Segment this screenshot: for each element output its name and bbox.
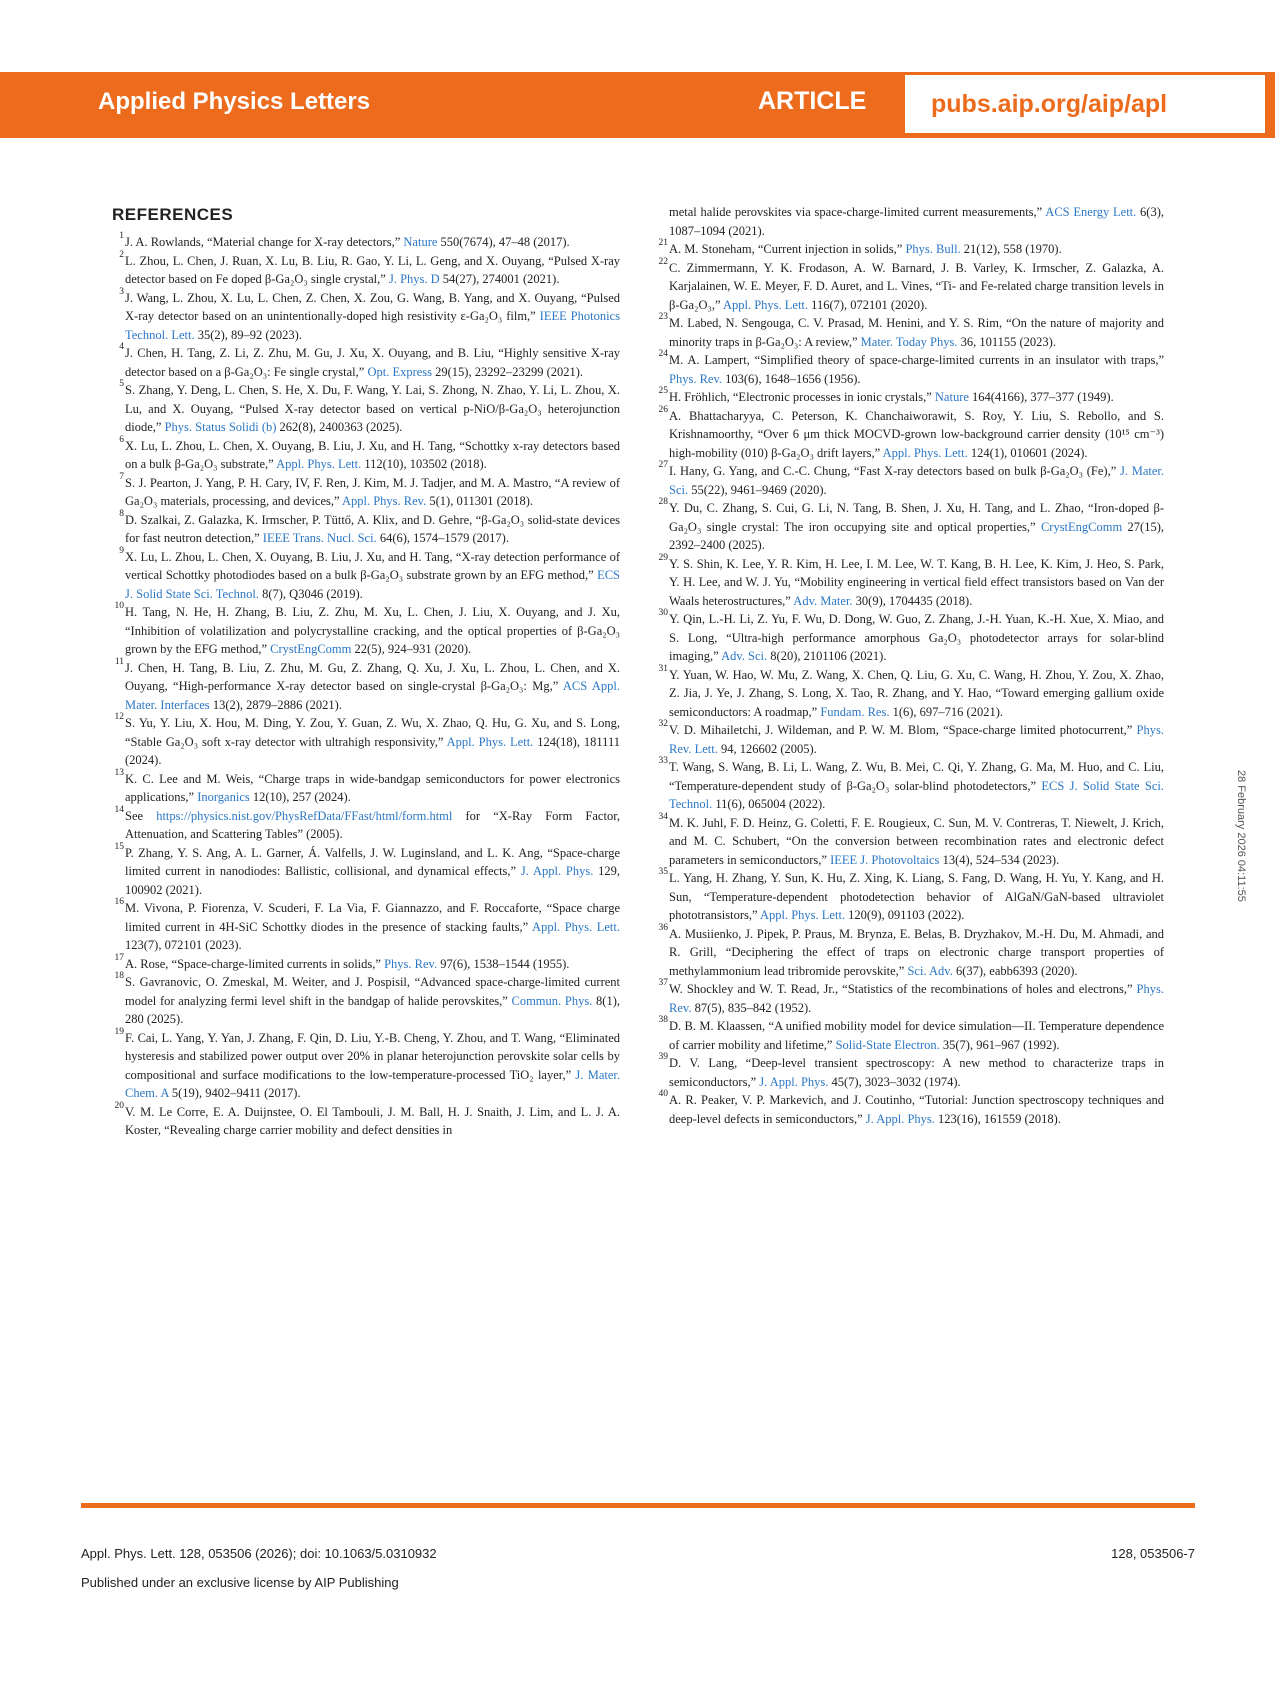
reference-journal-link[interactable]: Phys. Bull. <box>905 242 961 256</box>
reference-item <box>656 240 1164 259</box>
reference-number: 22 <box>658 256 668 267</box>
reference-number: 40 <box>658 1089 668 1099</box>
reference-journal-link[interactable]: IEEE J. Photovoltaics <box>830 852 940 867</box>
reference-number: 27 <box>658 460 668 470</box>
reference-number: 9 <box>119 545 124 556</box>
reference-number: 34 <box>658 811 668 822</box>
reference-journal-link[interactable]: Appl. Phys. Rev. <box>341 494 427 508</box>
reference-text: 124(18), 181111 (2024). <box>125 734 620 767</box>
reference-text: J. A. Rowlands, “Material change for X-ray detectors,” <box>125 235 404 249</box>
reference-text: metal halide perovskites via space-charge-limited current measurements,” <box>669 205 1046 219</box>
footer-citation: Appl. Phys. Lett. 128, 053506 (2026); doi: 10.1063/5.0310932 <box>81 1546 437 1561</box>
reference-text: P. Zhang, Y. S. Ang, A. L. Garner, Á. Valfells, J. W. Luginsland, and L. K. Ang, “Space-charge limited current in nanodiodes: Ballistic, collisional, and dynamical effects,” <box>125 845 620 878</box>
reference-text: 124(1), 010601 (2024). <box>967 445 1088 460</box>
reference-journal-link[interactable]: Appl. Phys. Lett. <box>276 457 362 471</box>
reference-journal-link[interactable]: J. Phys. D <box>388 272 440 286</box>
reference-item <box>112 767 620 807</box>
reference-text: 27(15), 2392–2400 (2025). <box>669 519 1164 552</box>
reference-journal-link[interactable]: IEEE Photonics Technol. Lett. <box>125 309 620 342</box>
reference-text: F. Cai, L. Yang, Y. Yan, J. Zhang, F. Qin, D. Liu, Y.-B. Cheng, Y. Zhou, and T. Wang, “Eliminated hysteresis and stabilized power output over 20% in planar heterojunction perovskite solar cells by compositional and surface modifications to the low-temperature-processed TiO₂ layer,” <box>125 1030 620 1082</box>
reference-number: 29 <box>658 552 668 563</box>
reference-text: A. Bhattacharyya, C. Peterson, K. Chanchaiworawit, S. Roy, Y. Liu, S. Rebollo, and S. Krishnamoorthy, “Over 6 μm thick MOCVD-grown low-background carrier density (10¹⁵ cm⁻³) high-mobility (010) β-Ga₂O₃ drift layers,” <box>669 408 1164 460</box>
reference-text: L. Yang, H. Zhang, Y. Sun, K. Hu, Z. Xing, K. Liang, S. Fang, D. Wang, H. Yu, Y. Kang, and H. Sun, “Temperature-dependent photodetection behavior of AlGaN/GaN-based ultraviolet phototransistors,” <box>669 871 1164 922</box>
reference-number: 39 <box>658 1052 668 1062</box>
reference-text: W. Shockley and W. T. Read, Jr., “Statistics of the recombinations of holes and electrons,” <box>669 982 1137 996</box>
reference-number: 16 <box>114 897 124 907</box>
reference-text: V. M. Le Corre, E. A. Duijnstee, O. El Tambouli, J. M. Ball, H. J. Snaith, J. Lim, and L. J. A. Koster, “Revealing charge carrier mobility and defect densities in <box>125 1104 620 1137</box>
reference-item <box>112 973 620 1029</box>
reference-text: M. Labed, N. Sengouga, C. V. Prasad, M. Henini, and Y. S. Rim, “On the nature of majority and minority traps in β-Ga₂O₃: A review,” <box>669 316 1164 349</box>
reference-text: 6(37), eabb6393 (2020). <box>952 963 1078 978</box>
reference-item <box>656 721 1164 758</box>
reference-text: 35(2), 89–92 (2023). <box>194 327 302 342</box>
reference-number: 18 <box>114 971 124 981</box>
reference-item <box>112 286 620 345</box>
reference-journal-link[interactable]: Solid-State Electron. <box>835 1037 940 1052</box>
reference-journal-link[interactable]: IEEE Trans. Nucl. Sci. <box>262 531 377 545</box>
reference-text: 8(20), 2101106 (2021). <box>767 649 887 663</box>
reference-number: 10 <box>114 601 124 611</box>
reference-item <box>656 922 1164 981</box>
footer-page-number: 128, 053506-7 <box>1111 1546 1195 1561</box>
reference-20-continuation <box>656 203 1164 240</box>
reference-text: D. V. Lang, “Deep-level transient spectroscopy: A new method to characterize traps in semiconductors,” <box>669 1056 1164 1089</box>
reference-text: 8(1), 280 (2025). <box>125 993 620 1026</box>
reference-journal-link[interactable]: Sci. Adv. <box>907 963 953 978</box>
reference-text: H. Fröhlich, “Electronic processes in ionic crystals,” <box>669 390 935 404</box>
reference-journal-link[interactable]: ECS J. Solid State Sci. Technol. <box>125 568 620 601</box>
reference-text: 6(3), 1087–1094 (2021). <box>669 205 1164 238</box>
download-timestamp: 28 February 2026 04:11:55 <box>1235 770 1247 902</box>
reference-text: M. Vivona, P. Fiorenza, V. Scuderi, F. La Via, F. Giannazzo, and F. Roccaforte, “Space charge limited current in 4H-SiC Schottky diodes in the presence of stacking faults,” <box>125 901 620 934</box>
article-type-label: ARTICLE <box>758 87 867 115</box>
reference-journal-link[interactable]: Mater. Today Phys. <box>860 334 958 349</box>
reference-text: M. K. Juhl, F. D. Heinz, G. Coletti, F. E. Rougieux, C. Sun, M. V. Contreras, T. Niewelt, J. Krich, and M. C. Schubert, “On the conversion between recombination rates and electronic defect parameters in semiconductors,” <box>669 815 1164 867</box>
reference-item <box>656 869 1164 925</box>
reference-journal-link[interactable]: Phys. Rev. <box>669 982 1164 1015</box>
reference-journal-link[interactable]: Fundam. Res. <box>820 704 890 719</box>
reference-text: 22(5), 924–931 (2020). <box>351 642 472 656</box>
reference-item <box>656 499 1164 555</box>
reference-item <box>112 603 620 659</box>
reference-text: 29(15), 23292–23299 (2021). <box>432 364 584 379</box>
reference-item <box>112 656 620 715</box>
reference-number: 12 <box>114 712 124 722</box>
reference-item <box>656 811 1164 870</box>
reference-journal-link[interactable]: ACS Energy Lett. <box>1045 205 1137 219</box>
journal-title: Applied Physics Letters <box>98 88 371 115</box>
reference-number: 6 <box>119 434 124 445</box>
reference-item <box>112 434 620 474</box>
reference-journal-link[interactable]: J. Mater. Sci. <box>669 464 1164 497</box>
reference-item <box>112 952 620 974</box>
reference-text: H. Tang, N. He, H. Zhang, B. Liu, Z. Zhu, M. Xu, L. Chen, J. Liu, X. Ouyang, and J. Xu, “Inhibition of volatilization and polycrystalline cracking, and the optical properties of β-Ga₂O₃ grown by the EFG method,” <box>125 605 620 656</box>
reference-text: 11(6), 065004 (2022). <box>712 797 826 811</box>
reference-item <box>656 314 1164 351</box>
reference-journal-link[interactable]: J. Mater. Chem. A <box>125 1067 620 1100</box>
reference-text: 55(22), 9461–9469 (2020). <box>688 482 827 497</box>
reference-number: 32 <box>658 719 668 729</box>
reference-text: Y. Qin, L.-H. Li, Z. Yu, F. Wu, D. Dong, W. Guo, Z. Zhang, J.-H. Yuan, K.-H. Xue, X. Miao, and S. Long, “Ultra-high performance amorphous Ga₂O₃ photodetector arrays for solar-blind imaging,” <box>669 612 1164 663</box>
reference-item <box>112 899 620 955</box>
reference-number: 11 <box>114 656 124 667</box>
reference-text: 5(19), 9402–9411 (2017). <box>168 1086 301 1100</box>
reference-text: M. A. Lampert, “Simplified theory of space-charge-limited currents in an insulator with traps,” <box>669 353 1164 367</box>
reference-item <box>112 1100 620 1140</box>
reference-text: A. Rose, “Space-charge-limited currents in solids,” <box>125 956 385 971</box>
reference-text: K. C. Lee and M. Weis, “Charge traps in wide-bandgap semiconductors for power electronics applications,” <box>125 771 620 804</box>
reference-journal-link[interactable]: Opt. Express <box>367 364 433 379</box>
reference-text: A. M. Stoneham, “Current injection in solids,” <box>669 242 906 256</box>
reference-text: J. Wang, L. Zhou, X. Lu, L. Chen, Z. Chen, X. Zou, G. Wang, B. Yang, and X. Ouyang, “Pulsed X-ray detector based on an unintentionally-doped high resistivity ε-Ga₂O₃ film,” <box>125 290 620 323</box>
reference-text: A. Musiienko, J. Pipek, P. Praus, M. Brynza, E. Belas, B. Dryzhakov, M.-H. Du, M. Ahmadi, and R. Grill, “Deciphering the effect of traps on electronic charge transport properties of methylammonium lead tribromide perovskite,” <box>669 926 1164 978</box>
reference-journal-link[interactable]: Phys. Rev. <box>669 371 723 386</box>
reference-journal-link[interactable]: Appl. Phys. Lett. <box>532 919 620 934</box>
reference-text: 112(10), 103502 (2018). <box>361 457 487 471</box>
reference-journal-link[interactable]: Nature <box>934 390 969 404</box>
reference-text: for “X-Ray Form Factor, Attenuation, and Scattering Tables” (2005). <box>125 808 620 841</box>
reference-text: C. Zimmermann, Y. K. Frodason, A. W. Barnard, J. B. Varley, K. Irmscher, Z. Galazka, A. Karjalainen, W. E. Meyer, F. D. Auret, and L. Vines, “Ti- and Fe-related charge transition levels in β-Ga₂O₃,” <box>669 260 1164 312</box>
reference-text: 97(6), 1538–1544 (1955). <box>437 956 570 971</box>
reference-text: S. Zhang, Y. Deng, L. Chen, S. He, X. Du, F. Wang, Y. Lai, S. Zhong, N. Zhao, Y. Li, L. Zhou, X. Lu, and X. Ouyang, “Pulsed X-ray detector based on vertical p-NiO/β-Ga₂O₃ heterojunction diode,” <box>125 383 620 434</box>
reference-journal-link[interactable]: CrystEngComm <box>1040 519 1123 534</box>
reference-journal-link[interactable]: https://physics.nist.gov/PhysRefData/FFast/html/form.html <box>156 808 453 823</box>
reference-item <box>112 249 620 289</box>
journal-url-link[interactable]: pubs.aip.org/aip/apl <box>903 73 1267 135</box>
reference-number: 8 <box>119 508 124 519</box>
reference-number: 3 <box>119 286 124 297</box>
reference-text: 123(16), 161559 (2018). <box>934 1111 1061 1126</box>
reference-text: 103(6), 1648–1656 (1956). <box>722 371 861 386</box>
reference-text: 129, 100902 (2021). <box>125 864 621 897</box>
reference-text: S. Yu, Y. Liu, X. Hou, M. Ding, Y. Zou, Y. Guan, Z. Wu, X. Zhao, Q. Hu, G. Xu, and S. Long, “Stable Ga₂O₃ soft x-ray detector with ultrahigh responsivity,” <box>125 716 620 749</box>
reference-number: 36 <box>658 922 668 933</box>
reference-number: 31 <box>658 663 668 674</box>
reference-text: 36, 101155 (2023). <box>957 334 1056 349</box>
reference-text: 120(9), 091103 (2022). <box>845 908 965 922</box>
reference-text: 54(27), 274001 (2021). <box>439 272 560 286</box>
reference-item <box>656 256 1164 315</box>
reference-number: 28 <box>658 497 668 507</box>
reference-item <box>656 610 1164 666</box>
reference-number: 14 <box>114 804 124 815</box>
references-left-column <box>112 233 620 1140</box>
reference-text: See <box>125 808 157 823</box>
reference-number: 25 <box>658 386 668 396</box>
reference-text: 5(1), 011301 (2018). <box>426 494 534 508</box>
reference-journal-link[interactable]: Appl. Phys. Lett. <box>446 734 534 749</box>
reference-number: 15 <box>114 841 124 852</box>
reference-text: Y. Yuan, W. Hao, W. Mu, Z. Wang, X. Chen, Q. Liu, G. Xu, C. Wang, H. Zhou, Y. Zou, X. Zhao, Z. Jia, J. Ye, J. Zhang, S. Long, X. Tao, R. Zhang, and Y. Hao, “Toward emerging gallium oxide semiconductors: A roadmap,” <box>669 667 1164 719</box>
reference-journal-link[interactable]: J. Appl. Phys. <box>520 864 594 878</box>
reference-journal-link[interactable]: CrystEngComm <box>270 642 352 656</box>
reference-item <box>656 404 1164 463</box>
reference-item <box>112 508 620 548</box>
footer-divider <box>81 1503 1195 1508</box>
reference-text: Y. S. Shin, K. Lee, Y. R. Kim, H. Lee, I. M. Lee, W. T. Kang, B. H. Lee, K. Kim, J. Heo, S. Park, Y. H. Lee, and W. J. Yu, “Mobility engineering in vertical field effect transistors based on Van der Waals heterostructures,” <box>669 556 1164 608</box>
reference-item <box>112 714 620 770</box>
reference-number: 30 <box>658 608 668 618</box>
reference-number: 13 <box>114 767 124 778</box>
reference-text: 116(7), 072101 (2020). <box>808 297 928 312</box>
reference-number: 1 <box>119 231 124 241</box>
reference-item <box>656 1054 1164 1091</box>
reference-text: 87(5), 835–842 (1952). <box>691 1000 812 1015</box>
reference-number: 4 <box>119 342 124 352</box>
reference-item <box>112 1026 620 1103</box>
reference-journal-link[interactable]: Nature <box>403 235 438 249</box>
reference-item <box>656 758 1164 814</box>
reference-text: 21(12), 558 (1970). <box>960 242 1062 256</box>
reference-journal-link[interactable]: ECS J. Solid State Sci. Technol. <box>669 778 1164 811</box>
reference-text: 262(8), 2400363 (2025). <box>276 420 403 434</box>
reference-journal-link[interactable]: Commun. Phys. <box>511 993 593 1008</box>
reference-number: 38 <box>658 1015 668 1025</box>
reference-text: S. J. Pearton, J. Yang, P. H. Cary, IV, F. Ren, J. Kim, M. J. Tadjer, and M. A. Mastro, “A review of Ga₂O₃ materials, processing, and devices,” <box>125 475 620 508</box>
reference-journal-link[interactable]: ACS Appl. Mater. Interfaces <box>125 679 620 712</box>
reference-number: 17 <box>114 952 124 963</box>
reference-number: 19 <box>114 1026 124 1037</box>
reference-journal-link[interactable]: J. Appl. Phys. <box>759 1074 829 1089</box>
reference-text: D. B. M. Klaassen, “A unified mobility model for device simulation—II. Temperature dependence of carrier mobility and lifetime,” <box>669 1019 1164 1052</box>
reference-journal-link[interactable]: Phys. Rev. Lett. <box>669 723 1164 756</box>
reference-item <box>656 1017 1164 1054</box>
reference-item <box>656 980 1164 1017</box>
reference-text: 8(7), Q3046 (2019). <box>258 586 363 601</box>
reference-number: 37 <box>658 978 668 988</box>
reference-text: 13(4), 524–534 (2023). <box>939 852 1060 867</box>
reference-item <box>112 804 620 844</box>
reference-item <box>656 552 1164 611</box>
reference-journal-link[interactable]: Appl. Phys. Lett. <box>882 445 968 460</box>
reference-text: 45(7), 3023–3032 (1974). <box>828 1074 961 1089</box>
reference-number: 24 <box>658 349 668 359</box>
reference-number: 21 <box>658 238 668 248</box>
references-right-column <box>656 203 1164 1128</box>
reference-text: T. Wang, S. Wang, B. Li, L. Wang, Z. Wu, B. Mei, C. Qi, Y. Zhang, G. Ma, M. Huo, and C. Liu, “Temperature-dependent study of β-Ga₂O₃ solar-blind photodetectors,” <box>669 760 1164 793</box>
reference-text: A. R. Peaker, V. P. Markevich, and J. Coutinho, “Tutorial: Junction spectroscopy techniques and deep-level defects in semiconductors,” <box>669 1093 1164 1126</box>
reference-item <box>656 663 1164 722</box>
reference-text: 123(7), 072101 (2023). <box>125 938 242 952</box>
reference-text: Y. Du, C. Zhang, S. Cui, G. Li, N. Tang, B. Shen, J. Xu, H. Tang, and L. Zhao, “Iron-doped β-Ga₂O₃ single crystal: The iron occupying site and optical properties,” <box>669 501 1164 534</box>
reference-journal-link[interactable]: Phys. Status Solidi (b) <box>164 420 277 434</box>
reference-journal-link[interactable]: Appl. Phys. Lett. <box>722 297 809 312</box>
reference-text: 94, 126602 (2005). <box>717 741 817 756</box>
reference-number: 7 <box>119 471 124 482</box>
reference-text: 550(7674), 47–48 (2017). <box>437 235 570 249</box>
reference-text: 164(4166), 377–377 (1949). <box>968 390 1114 404</box>
reference-item <box>656 351 1164 388</box>
reference-number: 35 <box>658 867 668 877</box>
reference-text: L. Zhou, L. Chen, J. Ruan, X. Lu, B. Liu, R. Gao, Y. Li, L. Geng, and X. Ouyang, “Pulsed X-ray detector based on Fe doped β-Ga₂O₃ single crystal,” <box>125 253 620 286</box>
reference-number: 20 <box>114 1100 124 1111</box>
reference-text: 30(9), 1704435 (2018). <box>852 593 973 608</box>
reference-journal-link[interactable]: Adv. Mater. <box>793 593 853 608</box>
reference-text: J. Chen, H. Tang, Z. Li, Z. Zhu, M. Gu, J. Xu, X. Ouyang, and B. Liu, “Highly sensitive X-ray detector based on a β-Ga₂O₃: Fe single crystal,” <box>125 346 620 379</box>
reference-text: I. Hany, G. Yang, and C.-C. Chung, “Fast X-ray detectors based on bulk β-Ga₂O₃ (Fe),” <box>669 464 1120 478</box>
reference-journal-link[interactable]: Adv. Sci. <box>721 649 768 663</box>
reference-journal-link[interactable]: Appl. Phys. Lett. <box>759 908 846 922</box>
reference-text: 35(7), 961–967 (1992). <box>939 1037 1060 1052</box>
reference-text: S. Gavranovic, O. Zmeskal, M. Weiter, and J. Pospisil, “Advanced space-charge-limited current model for analyzing fermi level shift in the bandgap of halide perovskites,” <box>125 975 620 1008</box>
references-heading: REFERENCES <box>112 205 234 224</box>
reference-text: D. Szalkai, Z. Galazka, K. Irmscher, P. Tüttő, A. Klix, and D. Gehre, “β-Ga₂O₃ solid-state devices for fast neutron detection,” <box>125 512 620 545</box>
reference-number: 2 <box>119 249 124 260</box>
reference-journal-link[interactable]: Phys. Rev. <box>384 956 438 971</box>
reference-item <box>112 233 620 252</box>
reference-text: X. Lu, L. Zhou, L. Chen, X. Ouyang, B. Liu, J. Xu, and H. Tang, “X-ray detection performance of vertical Schottky photodiodes based on a bulk β-Ga₂O₃ substrate grown by an EFG method,” <box>125 549 620 582</box>
reference-number: 26 <box>658 404 668 415</box>
reference-text: V. D. Mihailetchi, J. Wildeman, and P. W. M. Blom, “Space-charge limited photocurrent,” <box>669 723 1137 737</box>
reference-item <box>656 462 1164 499</box>
reference-text: J. Chen, H. Tang, B. Liu, Z. Zhu, M. Gu, Z. Zhang, Q. Xu, J. Xu, L. Zhou, L. Chen, and X. Ouyang, “High-performance X-ray detector based on single-crystal β-Ga₂O₃: Mg,” <box>125 660 620 693</box>
reference-item <box>112 381 620 437</box>
reference-item <box>656 388 1164 407</box>
reference-item <box>112 545 620 604</box>
reference-number: 5 <box>119 379 124 389</box>
reference-text: 12(10), 257 (2024). <box>249 790 351 804</box>
footer-license: Published under an exclusive license by AIP Publishing <box>81 1575 399 1590</box>
reference-journal-link[interactable]: J. Appl. Phys. <box>865 1111 935 1126</box>
reference-text: X. Lu, L. Zhou, L. Chen, X. Ouyang, B. Liu, J. Xu, and H. Tang, “Schottky x-ray detectors based on a bulk β-Ga₂O₃ substrate,” <box>125 438 620 471</box>
reference-journal-link[interactable]: Inorganics <box>197 790 250 804</box>
reference-text: 64(6), 1574–1579 (2017). <box>376 531 509 545</box>
reference-item <box>656 1091 1164 1128</box>
reference-number: 23 <box>658 312 668 322</box>
reference-number: 33 <box>658 756 668 766</box>
reference-item <box>112 344 620 381</box>
reference-text: 1(6), 697–716 (2021). <box>889 704 1003 719</box>
reference-text: 13(2), 2879–2886 (2021). <box>209 697 342 712</box>
reference-item <box>112 841 621 900</box>
reference-item <box>112 471 620 511</box>
